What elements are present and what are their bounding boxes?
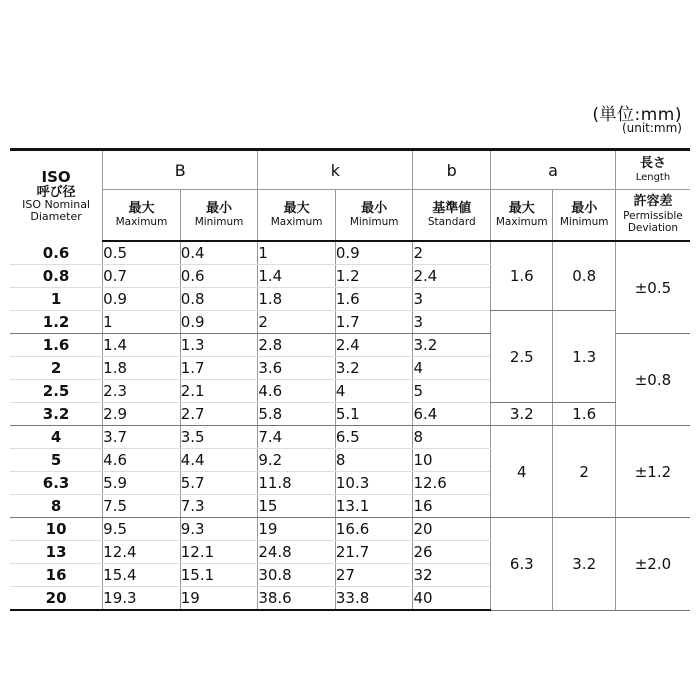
b-max-cell: 2.3 [103, 380, 181, 403]
min-jp: 最小 [361, 200, 388, 216]
iso-cell: 3.2 [10, 403, 103, 426]
b-standard-cell: 6.4 [413, 403, 491, 426]
iso-cell: 0.8 [10, 265, 103, 288]
b-standard-cell: 2.4 [413, 265, 491, 288]
a-max-header [491, 190, 553, 242]
a-min-cell: 1.3 [553, 311, 615, 403]
iso-header-line3: ISO Nominal [22, 198, 91, 212]
max-en: Maximum [270, 216, 323, 229]
b-max-cell: 0.9 [103, 288, 181, 311]
iso-cell: 8 [10, 495, 103, 518]
b-standard-cell: 3 [413, 288, 491, 311]
k-min-cell: 13.1 [335, 495, 413, 518]
b-max-cell: 19.3 [103, 587, 181, 611]
a-max-cell: 3.2 [491, 403, 553, 426]
table-row [10, 241, 690, 265]
max-en: Maximum [495, 216, 548, 229]
b-standard-cell: 26 [413, 541, 491, 564]
k-min-cell: 3.2 [335, 357, 413, 380]
tolerance-jp: 許容差 [633, 194, 673, 210]
k-max-header [258, 190, 336, 242]
iso-cell: 4 [10, 426, 103, 449]
table-body [10, 241, 690, 610]
dimension-table [10, 148, 690, 611]
iso-cell: 5 [10, 449, 103, 472]
b-max-header [103, 190, 181, 242]
table-row [10, 403, 690, 426]
k-min-cell: 21.7 [335, 541, 413, 564]
b-max-cell: 1.8 [103, 357, 181, 380]
a-max-cell: 4 [491, 426, 553, 518]
b-min-cell: 15.1 [180, 564, 258, 587]
a-min-cell: 1.6 [553, 403, 615, 426]
k-min-header [335, 190, 413, 242]
iso-cell: 16 [10, 564, 103, 587]
k-max-cell: 11.8 [258, 472, 336, 495]
k-min-cell: 2.4 [335, 334, 413, 357]
standard-en: Standard [427, 216, 476, 229]
max-en: Maximum [115, 216, 168, 229]
iso-cell: 1.6 [10, 334, 103, 357]
iso-cell: 6.3 [10, 472, 103, 495]
b-min-header [180, 190, 258, 242]
b-min-cell: 0.9 [180, 311, 258, 334]
iso-cell: 1.2 [10, 311, 103, 334]
k-min-cell: 6.5 [335, 426, 413, 449]
k-min-cell: 8 [335, 449, 413, 472]
tolerance-header [615, 190, 690, 242]
k-max-cell: 2.8 [258, 334, 336, 357]
tolerance-en2: Deviation [627, 222, 679, 235]
b-max-cell: 1.4 [103, 334, 181, 357]
b-min-cell: 3.5 [180, 426, 258, 449]
b-standard-cell: 40 [413, 587, 491, 611]
b-max-cell: 0.5 [103, 241, 181, 265]
k-max-cell: 30.8 [258, 564, 336, 587]
iso-cell: 2 [10, 357, 103, 380]
max-jp: 最大 [508, 200, 535, 216]
k-max-cell: 1 [258, 241, 336, 265]
length-tolerance-cell: ±0.5 [615, 241, 690, 334]
b-min-cell: 2.1 [180, 380, 258, 403]
b-standard-cell: 32 [413, 564, 491, 587]
k-max-cell: 19 [258, 518, 336, 541]
iso-cell: 2.5 [10, 380, 103, 403]
k-header: k [258, 150, 413, 190]
b-max-cell: 2.9 [103, 403, 181, 426]
iso-cell: 1 [10, 288, 103, 311]
b-max-cell: 7.5 [103, 495, 181, 518]
b-min-cell: 5.7 [180, 472, 258, 495]
length-tolerance-cell: ±2.0 [615, 518, 690, 611]
iso-cell: 0.6 [10, 241, 103, 265]
b-standard-cell: 3 [413, 311, 491, 334]
table-row [10, 518, 690, 541]
k-min-cell: 27 [335, 564, 413, 587]
min-jp: 最小 [571, 200, 598, 216]
min-en: Minimum [194, 216, 244, 229]
b-max-cell: 9.5 [103, 518, 181, 541]
b-standard-cell: 3.2 [413, 334, 491, 357]
k-max-cell: 1.8 [258, 288, 336, 311]
k-max-cell: 4.6 [258, 380, 336, 403]
b-min-cell: 1.7 [180, 357, 258, 380]
table-row [10, 426, 690, 449]
iso-cell: 10 [10, 518, 103, 541]
unit-label-english: (unit:mm) [621, 121, 682, 135]
a-max-cell: 1.6 [491, 241, 553, 311]
b-min-cell: 4.4 [180, 449, 258, 472]
b-min-cell: 19 [180, 587, 258, 611]
k-min-cell: 5.1 [335, 403, 413, 426]
k-max-cell: 5.8 [258, 403, 336, 426]
b-max-cell: 3.7 [103, 426, 181, 449]
k-max-cell: 38.6 [258, 587, 336, 611]
b-max-cell: 15.4 [103, 564, 181, 587]
tolerance-en1: Permissible [623, 210, 683, 223]
k-max-cell: 1.4 [258, 265, 336, 288]
iso-cell: 20 [10, 587, 103, 611]
b-min-cell: 2.7 [180, 403, 258, 426]
iso-cell: 13 [10, 541, 103, 564]
min-jp: 最小 [206, 200, 233, 216]
a-header: a [491, 150, 616, 190]
k-max-cell: 15 [258, 495, 336, 518]
min-en: Minimum [349, 216, 399, 229]
a-min-cell: 0.8 [553, 241, 615, 311]
b-standard-cell: 10 [413, 449, 491, 472]
b-standard-cell: 12.6 [413, 472, 491, 495]
iso-header-line2: 呼び径 [36, 184, 76, 200]
b-max-cell: 5.9 [103, 472, 181, 495]
b-standard-cell: 4 [413, 357, 491, 380]
max-jp: 最大 [283, 200, 310, 216]
a-max-cell: 2.5 [491, 311, 553, 403]
b-standard-cell: 5 [413, 380, 491, 403]
a-min-cell: 3.2 [553, 518, 615, 611]
k-min-cell: 0.9 [335, 241, 413, 265]
length-tolerance-cell: ±1.2 [615, 426, 690, 518]
a-max-cell: 6.3 [491, 518, 553, 611]
b-small-header: b [413, 150, 491, 190]
a-min-cell: 2 [553, 426, 615, 518]
b-standard-cell: 20 [413, 518, 491, 541]
standard-jp: 基準値 [432, 200, 472, 216]
b-standard-cell: 2 [413, 241, 491, 265]
unit-label: (単位:mm) [592, 105, 682, 125]
b-header: B [103, 150, 258, 190]
k-min-cell: 10.3 [335, 472, 413, 495]
b-min-cell: 0.4 [180, 241, 258, 265]
b-standard-header [413, 190, 491, 242]
k-max-cell: 7.4 [258, 426, 336, 449]
b-max-cell: 0.7 [103, 265, 181, 288]
length-header [615, 150, 690, 190]
b-min-cell: 0.6 [180, 265, 258, 288]
b-min-cell: 12.1 [180, 541, 258, 564]
k-min-cell: 4 [335, 380, 413, 403]
iso-nominal-diameter-header [10, 150, 103, 242]
iso-header-line4: Diameter [30, 209, 82, 223]
k-min-cell: 16.6 [335, 518, 413, 541]
table-row [10, 311, 690, 334]
k-max-cell: 2 [258, 311, 336, 334]
b-standard-cell: 16 [413, 495, 491, 518]
b-min-cell: 1.3 [180, 334, 258, 357]
k-max-cell: 9.2 [258, 449, 336, 472]
k-min-cell: 33.8 [335, 587, 413, 611]
b-max-cell: 12.4 [103, 541, 181, 564]
k-min-cell: 1.6 [335, 288, 413, 311]
b-standard-cell: 8 [413, 426, 491, 449]
b-max-cell: 4.6 [103, 449, 181, 472]
k-min-cell: 1.2 [335, 265, 413, 288]
length-header-en: Length [635, 171, 671, 183]
b-max-cell: 1 [103, 311, 181, 334]
a-min-header [553, 190, 615, 242]
length-tolerance-cell: ±0.8 [615, 334, 690, 426]
k-max-cell: 24.8 [258, 541, 336, 564]
b-min-cell: 7.3 [180, 495, 258, 518]
iso-header-line1: ISO [41, 167, 71, 186]
min-en: Minimum [559, 216, 609, 229]
max-jp: 最大 [128, 200, 155, 216]
b-min-cell: 9.3 [180, 518, 258, 541]
k-min-cell: 1.7 [335, 311, 413, 334]
b-min-cell: 0.8 [180, 288, 258, 311]
k-max-cell: 3.6 [258, 357, 336, 380]
length-header-jp: 長さ [639, 156, 666, 172]
